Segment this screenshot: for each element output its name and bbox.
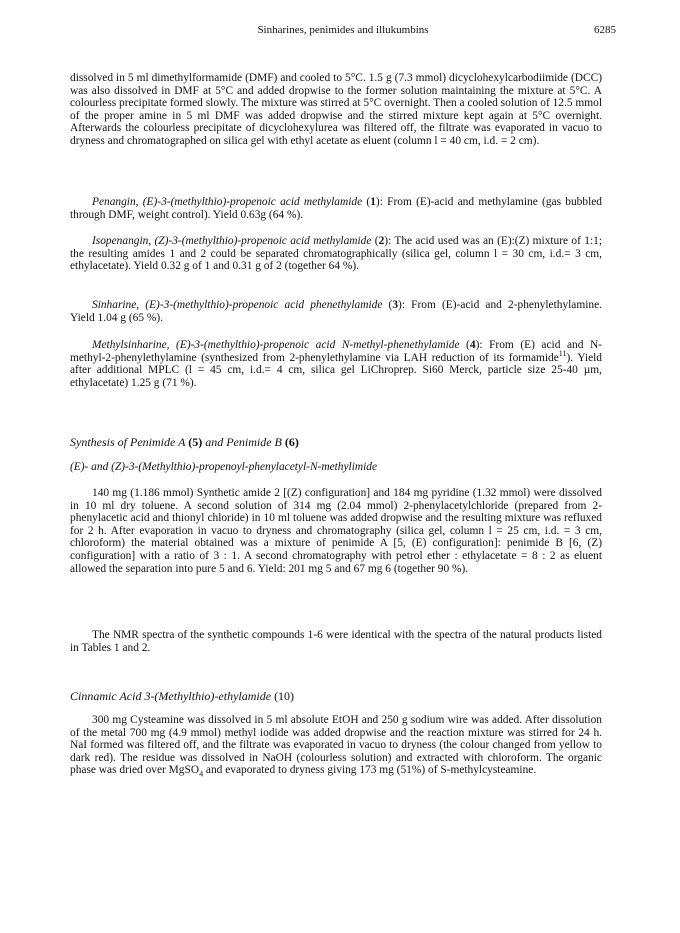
running-title: Sinharines, penimides and illukumbins (257, 24, 429, 36)
intro-text: dissolved in 5 ml dimethylformamide (DMF) and cooled to 5°C. 1.5 g (7.3 mmol) dicyclohexylcarbodiimide (DCC) was also dissolved in DMF at 5°C and added dropwise to the former solution maintaining the mixture at 5°C. A colourless precipitate formed slowly. The mixture was stirred at 5°C overnight. Then a cooled solution of 12.5 mmol of the proper amine in 5 ml DMF was added dropwise and the stirred mixture kept again at 5°C overnight. Afterwards the colourless precipitate of dicyclohexylurea was filtered off, the filtrate was evaporated in vacuo to dryness and chromatographed on silica gel with ethyl acetate as eluent (column l = 40 cm, i.d. = 2 cm). (70, 72, 602, 147)
cinnamic-text-a: 300 mg Cysteamine was dissolved in 5 ml absolute EtOH and 250 g sodium wire was added. After dissolution of the metal 700 mg (4.9 mmol) methyl iodide was added dropwise and the reaction mixture was stirred for 24 h. NaI formed was filtered off, and the filtrate was evaporated in vacuo to dryness (the colour changed from yellow to dark red). The residue was dissolved in NaOH (colourless solution) and extracted with chloroform. The organic phase was dried over MgSO (70, 714, 602, 777)
compound-name: Penangin, (E)-3-(methylthio)-propenoic acid methylamide (92, 196, 363, 208)
penimide-procedure (70, 487, 602, 575)
compound-text-a: : From (E) acid and N-methyl-2-phenylethylamine (synthesized from 2-phenylethylamine via LAH reduction of its formamide (70, 339, 602, 364)
compound-text: : From (E)-acid and 2-phenylethylamine. Yield 1.04 g (65 %). (70, 299, 602, 324)
compound-text-b: ). Yield after additional MPLC (l = 45 cm, i.d.= 4 cm, silica gel LiChroprep. Si60 Merck, particle size 25-40 µm, ethylacetate) 1.25 g (71 %). (70, 351, 602, 389)
section-heading-penimide: Synthesis of Penimide A (5) and Penimide B (6) (70, 435, 299, 449)
cinnamic-procedure (70, 714, 602, 777)
compound-text: : From (E)-acid and methylamine (gas bubbled through DMF, weight control). Yield 0.63g (64 %). (70, 196, 602, 221)
subheading-imide: (E)- and (Z)-3-(Methylthio)-propenoyl-phenylacetyl-N-methylimide (70, 461, 378, 473)
compound-name: Sinharine, (E)-3-(methylthio)-propenoic acid phenethylamide (92, 299, 383, 311)
compound-number: 3 (392, 299, 399, 311)
section-heading-cinnamic: Cinnamic Acid 3-(Methylthio)-ethylamide (10) (70, 689, 295, 703)
compound-number: 1 (370, 196, 376, 208)
compound-name: Methylsinharine, (E)-3-(methylthio)-propenoic acid N-methyl-phenethylamide (92, 339, 460, 351)
compound-entry-1: Penangin, (E)-3-(methylthio)-propenoic acid methylamide (1): From (E)-acid and methylamine (gas bubbled through DMF, weight control). Yield 0.63g (64 %). (70, 196, 602, 221)
nmr-note-text: The NMR spectra of the synthetic compounds 1-6 were identical with the spectra of the natural products listed in Tables 1 and 2. (70, 629, 602, 654)
reference-superscript: 11 (558, 348, 567, 358)
page-number: 6285 (594, 24, 616, 36)
intro-paragraph (70, 72, 602, 148)
running-header (70, 24, 616, 36)
compound-entry-2: Isopenangin, (Z)-3-(methylthio)-propenoic acid methylamide (2): The acid used was an (E):(Z) mixture of 1:1; the resulting amides 1 and 2 could be separated chromatographically (silica gel, column l = 30 cm, i.d.= 3 cm, ethylacetate). Yield 0.32 g of 1 and 0.31 g of 2 (together 64 %). (70, 235, 602, 273)
penimide-procedure-text: 140 mg (1.186 mmol) Synthetic amide 2 [(Z) configuration] and 184 mg pyridine (1.32 mmol) were dissolved in 10 ml dry toluene. A second solution of 314 mg (2.04 mmol) 2-phenylacetylchloride (prepared from 2-phenylacetic acid and thionyl chloride) in 10 ml toluene was added dropwise and the resulting mixture was refluxed for 2 h. After evaporation in vacuo to dryness and chromatography (silica gel, column l = 25 cm, i.d. = 3 cm, chloroform) the material obtained was a mixture of penimide A [5, (E) configuration]: penimide B [6, (Z) configuration] with a ratio of 3 : 1. A second chromatography with petrol ether : ethylacetate = 8 : 2 as eluent allowed the separation into pure 5 and 6. Yield: 201 mg 5 and 67 mg 6 (together 90 %). (70, 487, 602, 575)
cinnamic-text-b: and evaporated to dryness giving 173 mg (51%) of S-methylcysteamine. (203, 764, 537, 777)
compound-number: 2 (378, 235, 385, 247)
compound-text: : The acid used was an (E):(Z) mixture of 1:1; the resulting amides 1 and 2 could be separated chromatographically (silica gel, column l = 30 cm, i.d.= 3 cm, ethylacetate). Yield 0.32 g of 1 and 0.31 g of 2 (together 64 %). (70, 235, 602, 273)
subscript: 4 (199, 769, 204, 779)
compound-entry-3: Sinharine, (E)-3-(methylthio)-propenoic acid phenethylamide (3): From (E)-acid and 2-phenylethylamine. Yield 1.04 g (65 %). (70, 299, 602, 324)
compound-name: Isopenangin, (Z)-3-(methylthio)-propenoic acid methylamide (92, 235, 372, 247)
nmr-note (70, 629, 602, 654)
compound-number: 4 (469, 339, 476, 351)
compound-entry-4: Methylsinharine, (E)-3-(methylthio)-propenoic acid N-methyl-phenethylamide (4): From (E) acid and N-methyl-2-phenylethylamine (synthesized from 2-phenylethylamine via LAH reduction of its formamide$^{11}$). Yield after additional MPLC (l = 45 cm, i.d.= 4 cm, silica gel LiChroprep. Si60 Merck, particle size 25-40 µm, ethylacetate) 1.25 g (71 %). (70, 339, 602, 389)
